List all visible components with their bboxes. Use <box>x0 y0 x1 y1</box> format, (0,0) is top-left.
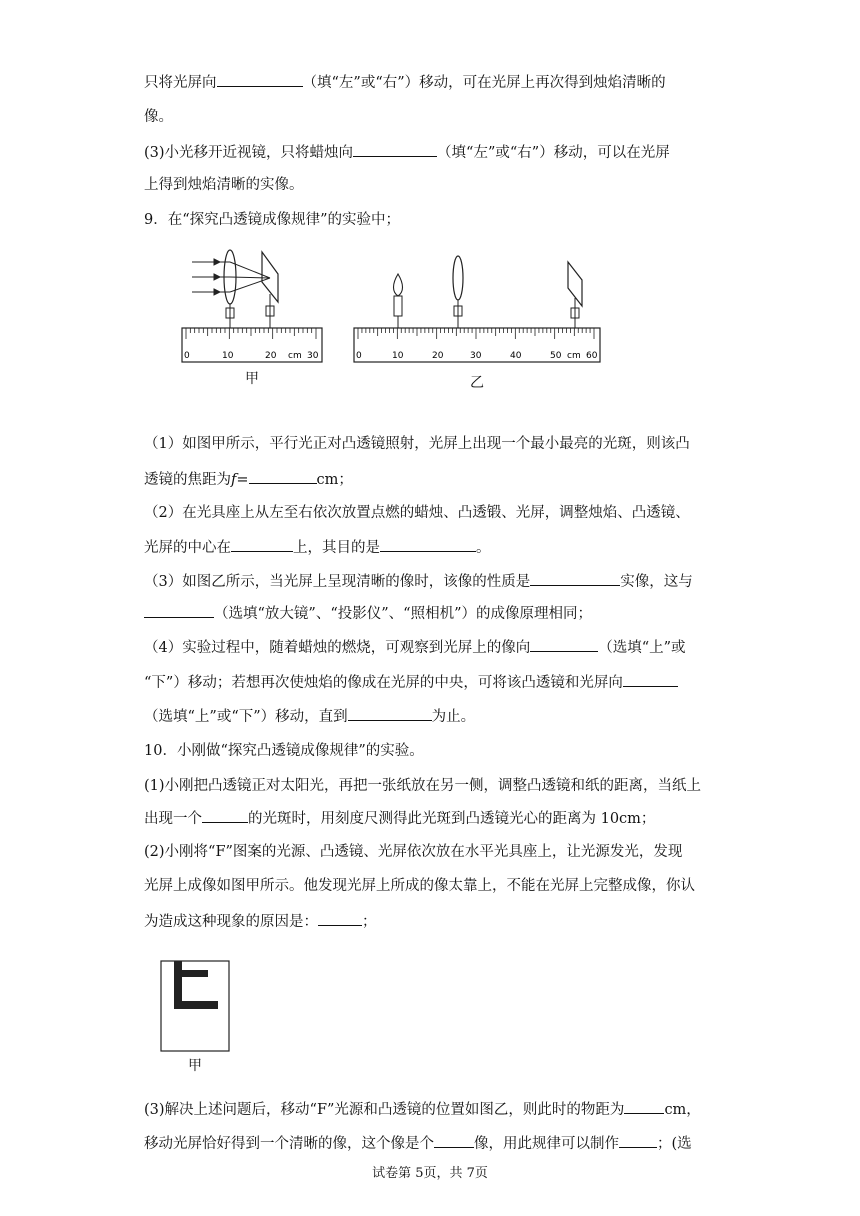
text-segment: 10．小刚做“探究凸透镜成像规律”的实验。 <box>144 743 424 759</box>
text-line <box>144 876 695 896</box>
text-line <box>144 142 670 163</box>
figure-label-jia: 甲 <box>188 1058 202 1074</box>
answer-blank[interactable] <box>623 672 678 687</box>
answer-blank[interactable] <box>624 1099 664 1114</box>
convex-lens <box>453 256 463 300</box>
lens-experiment-figure <box>170 244 610 394</box>
text-line <box>144 434 690 454</box>
text-line <box>144 1133 692 1154</box>
ruler-tick-label: 0 <box>356 351 362 361</box>
text-segment: (2)小刚将“F”图案的光源、凸透镜、光屏依次放在水平光具座上，让光源发光，发现 <box>144 844 683 860</box>
text-segment: 上得到烛焰清晰的实像。 <box>144 177 304 193</box>
light-rays <box>192 259 270 295</box>
text-line <box>144 571 693 592</box>
text-segment: 出现一个 <box>144 811 202 827</box>
f-image-bar <box>174 1001 218 1009</box>
ruler-jia <box>182 328 322 362</box>
ruler-tick-label: 10 <box>222 351 234 361</box>
text-segment: （2）在光具座上从左至右依次放置点燃的蜡烛、凸透锻、光屏，调整烛焰、凸透镜、 <box>144 505 690 521</box>
figure-label-jia: 甲 <box>245 371 259 387</box>
text-segment: 光屏的中心在 <box>144 540 231 556</box>
text-line <box>144 706 475 727</box>
text-line <box>144 911 377 932</box>
answer-blank[interactable] <box>348 706 432 721</box>
text-line <box>144 637 686 658</box>
text-segment: （选填“上”或“下”）移动，直到 <box>144 709 348 725</box>
answer-blank[interactable] <box>249 469 317 484</box>
text-segment: “下”）移动；若想再次使烛焰的像成在光屏的中央，可将该凸透镜和光屏向 <box>144 675 623 691</box>
text-line <box>144 469 353 490</box>
text-segment: （选填“放大镜”、“投影仪”、“照相机”）的成像原理相同； <box>214 606 592 622</box>
text-line <box>144 503 690 523</box>
question-10-title <box>144 741 424 761</box>
text-segment: （3）如图乙所示，当光屏上呈现清晰的像时，该像的性质是 <box>144 574 531 590</box>
text-line <box>144 603 592 624</box>
text-segment: （填“左”或“右”）移动，可在光屏上再次得到烛焰清晰的 <box>302 75 666 91</box>
ruler-unit: cm <box>288 351 302 361</box>
ruler-unit: cm <box>567 351 581 361</box>
ruler-tick-label: 20 <box>265 351 277 361</box>
answer-blank[interactable] <box>144 603 214 618</box>
text-segment: 9．在“探究凸透镜成像规律”的实验中； <box>144 212 401 228</box>
answer-blank[interactable] <box>318 911 362 926</box>
text-segment: 上，其目的是 <box>293 540 380 556</box>
ruler-tick-label: 30 <box>307 351 319 361</box>
ruler-tick-label: 60 <box>586 351 598 361</box>
page-footer: 试卷第 5页，共 7页 <box>372 1166 488 1181</box>
question-9-title <box>144 210 400 230</box>
answer-blank[interactable] <box>434 1133 474 1148</box>
text-segment: 像，用此规律可以制作 <box>474 1136 619 1152</box>
text-segment: 只将光屏向 <box>144 75 217 91</box>
text-segment: 为造成这种现象的原因是： <box>144 914 318 930</box>
text-line <box>144 808 655 829</box>
text-segment: （填“左”或“右”）移动，可以在光屏 <box>437 145 670 161</box>
answer-blank[interactable] <box>353 142 437 157</box>
text-segment: 像。 <box>144 109 173 125</box>
text-segment: cm， <box>664 1102 701 1118</box>
ruler-tick-label: 30 <box>470 351 482 361</box>
text-line <box>144 672 678 693</box>
answer-blank[interactable] <box>217 72 303 87</box>
text-segment: (3)小光移开近视镜，只将蜡烛向 <box>144 145 354 161</box>
text-segment: ；(选 <box>657 1136 692 1152</box>
f-image-bar <box>182 970 208 977</box>
text-line <box>144 72 666 93</box>
figure-label-yi: 乙 <box>470 375 484 391</box>
text-segment: 实像，这与 <box>620 574 693 590</box>
ruler-tick-label: 10 <box>392 351 404 361</box>
text-segment: （4）实验过程中，随着蜡烛的燃烧，可观察到光屏上的像向 <box>144 640 531 656</box>
answer-blank[interactable] <box>619 1133 657 1148</box>
ruler-tick-label: 40 <box>510 351 522 361</box>
focal-symbol: f <box>231 472 237 488</box>
ruler-tick-label: 0 <box>184 351 190 361</box>
text-segment: 。 <box>476 540 491 556</box>
text-segment: (1)小刚把凸透镜正对太阳光，再把一张纸放在另一侧，调整凸透镜和纸的距离，当纸上 <box>144 778 702 794</box>
text-line <box>144 842 682 862</box>
text-segment: (3)解决上述问题后，移动“F”光源和凸透镜的位置如图乙，则此时的物距为 <box>144 1102 625 1118</box>
text-segment: ； <box>362 914 377 930</box>
ruler-tick-label: 50 <box>550 351 562 361</box>
text-line <box>144 776 701 796</box>
text-segment: 为止。 <box>431 709 476 725</box>
answer-blank[interactable] <box>231 537 293 552</box>
text-segment: 透镜的焦距为 <box>144 472 231 488</box>
text-segment: （选填“上”或 <box>598 640 686 656</box>
answer-blank[interactable] <box>530 637 598 652</box>
answer-blank[interactable] <box>530 571 620 586</box>
text-line <box>144 537 491 558</box>
text-line <box>144 175 304 195</box>
text-line <box>144 1099 701 1120</box>
ruler-tick-label: 20 <box>432 351 444 361</box>
answer-blank[interactable] <box>380 537 476 552</box>
text-segment: = <box>236 472 249 488</box>
screen-image-figure <box>160 960 232 1054</box>
text-segment: 光屏上成像如图甲所示。他发现光屏上所成的像太靠上，不能在光屏上完整成像，你认 <box>144 878 695 894</box>
text-segment: （1）如图甲所示，平行光正对凸透镜照射，光屏上出现一个最小最亮的光斑，则该凸 <box>144 436 690 452</box>
candle <box>394 274 403 328</box>
text-segment: 移动光屏恰好得到一个清晰的像，这个像是个 <box>144 1136 434 1152</box>
text-segment: cm； <box>316 472 353 488</box>
ruler-yi <box>354 328 600 362</box>
text-segment: 的光斑时，用刻度尺测得此光斑到凸透镜光心的距离为 10cm； <box>248 811 656 827</box>
text-line <box>144 107 173 127</box>
answer-blank[interactable] <box>202 808 248 823</box>
